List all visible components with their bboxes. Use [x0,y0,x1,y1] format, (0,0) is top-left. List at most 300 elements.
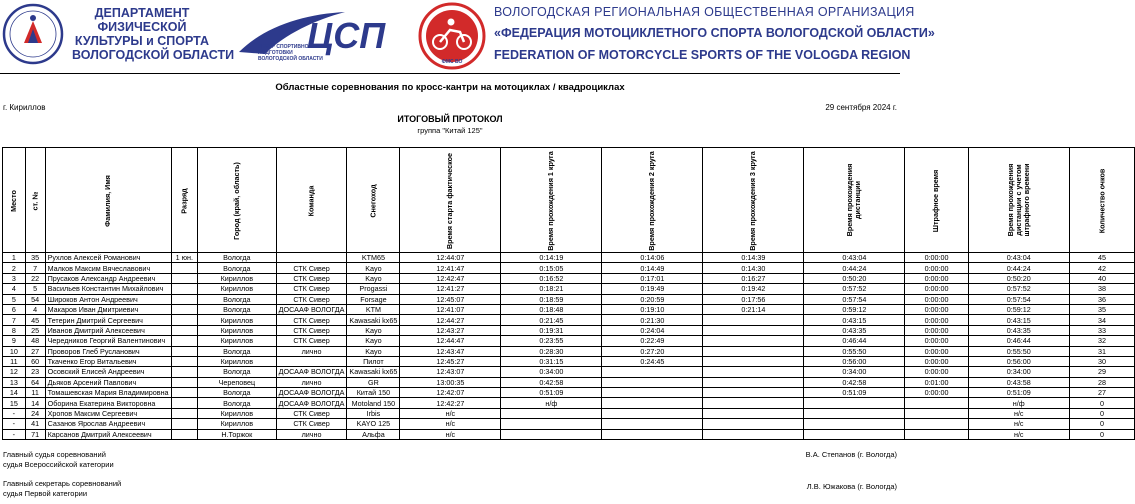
event-title: Областные соревнования по кросс-кантри на мотоциклах / квадроциклах [275,82,625,93]
table-cell [905,408,968,418]
table-cell: 42 [1069,263,1135,273]
table-row [3,284,1135,294]
table-cell [703,336,804,346]
table-cell: Вологда [197,367,276,377]
table-cell: Kayo [347,325,400,335]
table-cell: 0:51:09 [501,388,602,398]
col-header-city: Город (край, область) [197,148,276,253]
table-cell: 24 [25,408,45,418]
table-cell: 0:55:50 [804,346,905,356]
table-cell: 0:42:58 [501,377,602,387]
table-cell [171,408,197,418]
table-cell: лично [276,429,347,439]
table-cell: Васильев Константин Михайлович [45,284,171,294]
table-cell: 12:43:47 [400,346,501,356]
table-cell: 0:21:30 [602,315,703,325]
table-cell: 0:00:00 [905,367,968,377]
results-table [2,147,1135,440]
table-cell: СТК Сивер [276,263,347,273]
table-cell: 71 [25,429,45,439]
table-cell: Оборина Екатерина Викторовна [45,398,171,408]
table-cell: Кириллов [197,284,276,294]
table-cell: - [3,408,26,418]
table-cell: Кириллов [197,325,276,335]
table-cell: Томашевская Мария Владимировна [45,388,171,398]
table-cell: 0:56:00 [968,356,1069,366]
table-cell: ДОСААФ ВОЛОГДА [276,367,347,377]
table-cell: Чередников Георгий Валентинович [45,336,171,346]
table-cell: Вологда [197,346,276,356]
table-cell: Череповец [197,377,276,387]
table-cell: 0:34:00 [968,367,1069,377]
table-cell [804,398,905,408]
table-cell: KTM65 [347,253,400,263]
table-cell: 0:01:00 [905,377,968,387]
col-header-vehicle: Снегоход [347,148,400,253]
table-cell: 0:43:35 [968,325,1069,335]
table-cell: 0:46:44 [968,336,1069,346]
table-cell: Тетерин Дмитрий Сергеевич [45,315,171,325]
table-cell: 0:21:14 [703,304,804,314]
table-cell: СТК Сивер [276,273,347,283]
table-cell: 0:57:54 [968,294,1069,304]
table-cell: 0:43:35 [804,325,905,335]
table-cell: 31 [1069,346,1135,356]
table-cell: 0:00:00 [905,294,968,304]
table-cell: Progassi [347,284,400,294]
table-row [3,304,1135,314]
table-cell: 48 [25,336,45,346]
table-cell [602,429,703,439]
table-cell: 6 [3,304,26,314]
col-header-lap1: Время прохождения 1 круга [501,148,602,253]
col-header-name: Фамилия, Имя [45,148,171,253]
table-cell: Вологда [197,253,276,263]
table-cell: 0:27:20 [602,346,703,356]
table-cell [171,346,197,356]
table-cell [703,429,804,439]
table-cell: 0:00:00 [905,336,968,346]
table-cell: 0:43:04 [968,253,1069,263]
table-cell: 35 [25,253,45,263]
table-cell: Вологда [197,388,276,398]
org-line-1: ВОЛОГОДСКАЯ РЕГИОНАЛЬНАЯ ОБЩЕСТВЕННАЯ ОРГАНИЗАЦИЯ [494,5,915,19]
table-cell: 0:19:10 [602,304,703,314]
table-cell: 0:17:56 [703,294,804,304]
table-row [3,263,1135,273]
table-cell: СТК Сивер [276,284,347,294]
table-cell: 1 юн. [171,253,197,263]
table-row [3,408,1135,418]
col-header-start-time: Время старта фактическое [400,148,501,253]
table-cell [171,377,197,387]
table-cell: 0:14:19 [501,253,602,263]
table-cell: 14 [3,388,26,398]
table-cell: 0:43:58 [968,377,1069,387]
table-cell [905,429,968,439]
table-cell: Вологда [197,398,276,408]
table-cell: Kayo [347,346,400,356]
table-cell: 1 [3,253,26,263]
table-cell: 0:14:49 [602,263,703,273]
csp-logo-text: ЦСП [307,15,386,56]
table-cell: 33 [1069,325,1135,335]
table-cell [171,294,197,304]
table-cell [171,356,197,366]
table-cell: Осовский Елисей Андреевич [45,367,171,377]
table-cell: 0:18:21 [501,284,602,294]
table-cell: 0:24:45 [602,356,703,366]
table-cell: GR [347,377,400,387]
table-cell [703,408,804,418]
col-header-place: Место [3,148,26,253]
table-cell: 12:41:07 [400,304,501,314]
table-cell: СТК Сивер [276,315,347,325]
table-cell: 0:00:00 [905,315,968,325]
col-header-points: Количество очков [1069,148,1135,253]
table-cell: - [3,419,26,429]
org-line-3: FEDERATION OF MOTORCYCLE SPORTS OF THE VOLOGDA REGION [494,48,911,62]
table-cell: н/с [968,408,1069,418]
protocol-title: ИТОГОВЫЙ ПРОТОКОЛ [397,114,503,124]
table-cell: 0:56:00 [804,356,905,366]
table-cell: Н.Торжок [197,429,276,439]
table-cell: Макаров Иван Дмитриевич [45,304,171,314]
table-cell: Вологда [197,304,276,314]
fms-badge-text: ФМС ВО [441,59,463,65]
table-cell: 0:20:59 [602,294,703,304]
table-cell [171,284,197,294]
col-header-total-time: Время прохождения дистанции с учетом штрафного времени [968,148,1069,253]
table-cell: 45 [25,315,45,325]
table-cell: 27 [25,346,45,356]
table-cell: ДОСААФ ВОЛОГДА [276,398,347,408]
table-cell: 0:14:39 [703,253,804,263]
table-cell: Kawasaki kx65 [347,315,400,325]
table-cell: ДОСААФ ВОЛОГДА [276,388,347,398]
table-cell: 27 [1069,388,1135,398]
table-cell: Проворов Глеб Русланович [45,346,171,356]
table-cell [703,325,804,335]
table-cell: 7 [3,315,26,325]
table-cell [171,388,197,398]
table-cell: 3 [3,273,26,283]
table-cell [602,367,703,377]
table-cell: 4 [25,304,45,314]
table-cell: Кириллов [197,356,276,366]
table-cell [602,388,703,398]
table-cell [804,429,905,439]
table-cell: н/ф [968,398,1069,408]
table-cell: 36 [1069,294,1135,304]
table-cell: 12:44:27 [400,315,501,325]
table-cell: 12:45:27 [400,356,501,366]
table-cell: 0:18:59 [501,294,602,304]
table-row [3,336,1135,346]
table-cell [501,429,602,439]
table-cell: Пилот [347,356,400,366]
table-cell: Kayo [347,336,400,346]
secretary-title: Главный секретарь соревнований судья Первой категории [3,479,122,498]
protocol-group: группа "Китай 125" [417,126,483,135]
table-cell: 8 [3,325,26,335]
table-cell: Вологда [197,263,276,273]
table-cell: 4 [3,284,26,294]
table-cell: 12:44:47 [400,336,501,346]
table-cell: 0 [1069,429,1135,439]
judge-title: Главный судья соревнований судья Всероссийской категории [3,450,114,469]
table-cell [703,346,804,356]
table-cell: 12 [3,367,26,377]
table-cell: 23 [25,367,45,377]
table-row [3,356,1135,366]
table-cell: 0 [1069,408,1135,418]
fms-emblem-icon [418,2,486,70]
col-header-lap3: Время прохождения 3 круга [703,148,804,253]
table-cell [703,388,804,398]
table-cell: н/с [968,419,1069,429]
table-cell: Иванов Дмитрий Алексеевич [45,325,171,335]
table-cell: 0:51:09 [968,388,1069,398]
table-cell [905,419,968,429]
table-cell: KAYO 125 [347,419,400,429]
table-cell [703,315,804,325]
table-cell: 35 [1069,304,1135,314]
table-cell: 0:00:00 [905,388,968,398]
org-line-2: «ФЕДЕРАЦИЯ МОТОЦИКЛЕТНОГО СПОРТА ВОЛОГОДСКОЙ ОБЛАСТИ» [494,26,935,40]
table-cell [171,429,197,439]
table-cell: 0:24:04 [602,325,703,335]
table-cell [804,408,905,418]
table-cell: 32 [1069,336,1135,346]
table-row [3,367,1135,377]
table-cell [602,398,703,408]
table-cell: 0:42:58 [804,377,905,387]
table-row [3,429,1135,439]
table-cell [602,377,703,387]
table-cell: 34 [1069,315,1135,325]
table-cell: н/с [400,429,501,439]
table-cell: 0:19:31 [501,325,602,335]
table-cell: Китай 150 [347,388,400,398]
table-cell: 12:42:47 [400,273,501,283]
col-header-distance-time: Время прохождения дистанции [804,148,905,253]
table-cell: 2 [3,263,26,273]
table-cell: 0:34:00 [501,367,602,377]
table-cell: - [3,429,26,439]
table-cell: 13 [3,377,26,387]
table-row [3,419,1135,429]
table-cell: 0:43:15 [804,315,905,325]
table-cell: Альфа [347,429,400,439]
table-cell: н/с [400,408,501,418]
col-header-number: ст. № [25,148,45,253]
table-cell: 12:41:27 [400,284,501,294]
header-divider [0,73,900,74]
table-cell: 54 [25,294,45,304]
table-cell: лично [276,346,347,356]
table-cell: 64 [25,377,45,387]
table-cell: СТК Сивер [276,294,347,304]
event-city: г. Кириллов [3,103,46,112]
table-cell: 0:00:00 [905,346,968,356]
table-cell [171,263,197,273]
table-cell: Вологда [197,294,276,304]
table-cell: Forsage [347,294,400,304]
table-cell: Кириллов [197,336,276,346]
department-emblem-icon [2,3,64,65]
table-cell [804,419,905,429]
table-cell: 9 [3,336,26,346]
table-cell: Кириллов [197,419,276,429]
table-cell: 0:00:00 [905,284,968,294]
table-cell: Irbis [347,408,400,418]
table-cell: 0:00:00 [905,263,968,273]
table-cell: 0:57:52 [804,284,905,294]
table-cell: Kayo [347,263,400,273]
table-cell: СТК Сивер [276,325,347,335]
table-cell: 45 [1069,253,1135,263]
table-cell: 28 [1069,377,1135,387]
table-cell [602,419,703,429]
table-cell: 38 [1069,284,1135,294]
table-cell: 0:57:54 [804,294,905,304]
table-cell: н/ф [501,398,602,408]
table-cell: Kayo [347,273,400,283]
table-cell [703,367,804,377]
document-header [0,0,935,72]
table-cell: 0:44:24 [968,263,1069,273]
table-cell: 0:23:55 [501,336,602,346]
table-cell: 11 [3,356,26,366]
table-cell: 11 [25,388,45,398]
table-row [3,377,1135,387]
csp-subtitle: ЦЕНТР СПОРТИВНОЙ ПОДГОТОВКИ ВОЛОГОДСКОЙ ОБЛАСТИ [258,44,323,62]
table-cell: н/с [968,429,1069,439]
table-cell: 0:43:04 [804,253,905,263]
table-cell: 0:50:20 [968,273,1069,283]
table-row [3,273,1135,283]
table-row [3,388,1135,398]
table-cell [171,367,197,377]
table-cell [171,273,197,283]
table-cell [501,408,602,418]
table-cell: 0:46:44 [804,336,905,346]
event-date: 29 сентября 2024 г. [825,103,897,112]
table-cell: ДОСААФ ВОЛОГДА [276,304,347,314]
table-row [3,315,1135,325]
judge-name: В.А. Степанов (г. Вологда) [805,450,897,459]
table-cell: 0:43:15 [968,315,1069,325]
table-cell: 30 [1069,356,1135,366]
table-cell [171,398,197,408]
table-cell: Дьяков Арсений Павлович [45,377,171,387]
table-cell: 7 [25,263,45,273]
table-cell: Кириллов [197,273,276,283]
table-row [3,398,1135,408]
table-cell: 25 [25,325,45,335]
department-name: ДЕПАРТАМЕНТ ФИЗИЧЕСКОЙ КУЛЬТУРЫ и СПОРТА ВОЛОГОДСКОЙ ОБЛАСТИ [72,6,235,62]
table-cell: Рухлов Алексей Романович [45,253,171,263]
table-cell: 0:18:48 [501,304,602,314]
table-cell: 0:00:00 [905,304,968,314]
table-cell: 22 [25,273,45,283]
table-cell: 0:55:50 [968,346,1069,356]
table-cell: 0:57:52 [968,284,1069,294]
table-cell: 0:31:15 [501,356,602,366]
table-cell: 0:34:00 [804,367,905,377]
table-cell: Kawasaki kx65 [347,367,400,377]
table-row [3,346,1135,356]
table-cell: 12:43:27 [400,325,501,335]
table-cell: 10 [3,346,26,356]
col-header-rank: Разряд [171,148,197,253]
table-cell: СТК Сивер [276,408,347,418]
table-cell: 0:51:09 [804,388,905,398]
table-cell: СТК Сивер [276,419,347,429]
table-cell [703,419,804,429]
table-cell: 0:14:06 [602,253,703,263]
table-row [3,253,1135,263]
table-cell: 5 [25,284,45,294]
table-cell: лично [276,377,347,387]
table-cell: 29 [1069,367,1135,377]
table-cell: 0:00:00 [905,325,968,335]
table-cell [905,398,968,408]
table-cell: 0:15:05 [501,263,602,273]
table-cell: 41 [25,419,45,429]
table-cell: 60 [25,356,45,366]
table-cell [171,304,197,314]
secretary-name: Л.В. Южакова (г. Вологда) [806,482,897,491]
table-cell [703,356,804,366]
col-header-team: Команда [276,148,347,253]
table-cell: 12:45:07 [400,294,501,304]
table-cell: Ткаченко Егор Витальевич [45,356,171,366]
table-cell [276,356,347,366]
table-cell: Motoland 150 [347,398,400,408]
table-cell: Карсанов Дмитрий Алексеевич [45,429,171,439]
table-cell: 0:22:49 [602,336,703,346]
table-cell: 0:50:20 [804,273,905,283]
table-cell: Широков Антон Андреевич [45,294,171,304]
table-cell: 0:17:01 [602,273,703,283]
table-cell: 12:44:07 [400,253,501,263]
table-cell: Кириллов [197,315,276,325]
table-cell: 0 [1069,398,1135,408]
table-cell: 12:41:47 [400,263,501,273]
table-cell [703,398,804,408]
table-cell: 0:21:45 [501,315,602,325]
table-header-row [3,148,1135,253]
table-cell: 13:00:35 [400,377,501,387]
table-cell: 5 [3,294,26,304]
table-cell [276,253,347,263]
table-cell: 0:14:30 [703,263,804,273]
table-cell: н/с [400,419,501,429]
table-cell [171,419,197,429]
table-cell [501,419,602,429]
table-cell: 0:00:00 [905,253,968,263]
col-header-lap2: Время прохождения 2 круга [602,148,703,253]
table-cell [171,315,197,325]
table-cell: KTM [347,304,400,314]
table-cell: 0:00:00 [905,273,968,283]
col-header-penalty: Штрафное время [905,148,968,253]
table-cell: Малков Максим Вячеславович [45,263,171,273]
table-cell: 0:28:30 [501,346,602,356]
table-row [3,325,1135,335]
